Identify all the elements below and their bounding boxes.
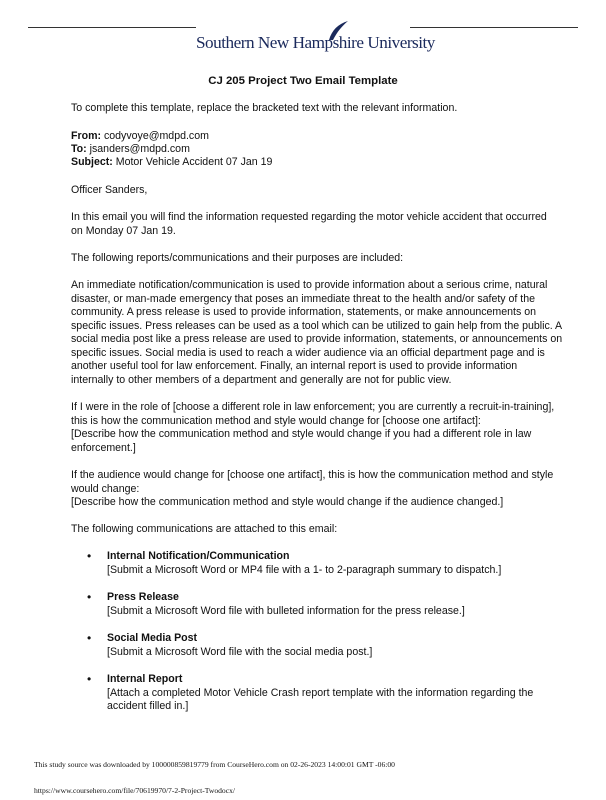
purposes-paragraph: [71, 279, 563, 387]
attachment-desc: [Submit a Microsoft Word file with bulleted information for the press release.]: [107, 604, 465, 617]
attached-intro: The following communications are attached to this email:: [71, 523, 338, 535]
header-rule-left: [28, 27, 196, 28]
university-name: Southern New Hampshire University: [196, 33, 435, 52]
audience-line: If the audience would change for [choose one artifact], this is how the communication method and style: [71, 469, 554, 481]
role-paragraph: [71, 401, 555, 455]
role-line: [Describe how the communication method and style would change if you had a different role in law: [71, 428, 532, 440]
purposes-line: community. A press release is used to provide information, statements, or make announcements on: [71, 306, 536, 318]
audience-paragraph: [71, 469, 554, 510]
email-subject-line: [71, 156, 541, 170]
attachment-desc: [Submit a Microsoft Word file with the social media post.]: [107, 645, 373, 658]
subject-value: Motor Vehicle Accident 07 Jan 19: [115, 156, 273, 168]
instructions-text: To complete this template, replace the bracketed text with the relevant information.: [71, 102, 458, 114]
attachment-item: [107, 632, 547, 659]
audience-line: would change:: [71, 482, 140, 495]
attachment-desc: accident filled in.]: [107, 700, 189, 712]
intro-line: on Monday 07 Jan 19.: [71, 224, 176, 237]
source-url[interactable]: https://www.coursehero.com/file/70619970/7-2-Project-Twodocx/: [34, 786, 236, 795]
attachment-title: Press Release: [107, 591, 179, 603]
bullet-icon: •: [87, 590, 92, 604]
attachment-title: Social Media Post: [107, 632, 198, 644]
from-value: codyvoye@mdpd.com: [103, 130, 209, 142]
snhu-swoosh-icon: [326, 20, 350, 42]
intro-paragraph: [71, 211, 547, 238]
attachment-item: [107, 673, 547, 714]
purposes-line: specific issues. Social media is used to reach a wider audience via an official department page and is: [71, 346, 545, 359]
role-line: this is how the communication method and style would change for [choose one artifact]:: [71, 414, 481, 427]
audience-line: [Describe how the communication method and style would change if the audience changed.]: [71, 496, 504, 508]
attachment-item: [107, 591, 547, 618]
purposes-line: internally to other members of a department and generally are not for public view.: [71, 373, 452, 386]
greeting: Officer Sanders,: [71, 184, 148, 196]
snhu-logo: [196, 16, 435, 60]
purposes-line: another useful tool for law enforcement. Finally, an internal report is used to provide information: [71, 360, 518, 372]
bullet-icon: •: [87, 672, 92, 686]
attachment-title: Internal Notification/Communication: [107, 550, 290, 562]
document-header: [0, 0, 606, 70]
role-line: If I were in the role of [choose a different role in law enforcement; you are currently a recruit-in-training],: [71, 401, 555, 413]
purposes-line: social media post like a press release are used to provide information, statements, or announcements on: [71, 333, 563, 345]
attachment-desc: [Submit a Microsoft Word or MP4 file with a 1- to 2-paragraph summary to dispatch.]: [107, 563, 502, 576]
attachment-desc: [Attach a completed Motor Vehicle Crash report template with the information regarding the: [107, 686, 534, 699]
to-value: jsanders@mdpd.com: [89, 143, 190, 155]
attachment-title: Internal Report: [107, 673, 183, 685]
attachment-item: [107, 550, 547, 577]
email-to-line: [71, 143, 541, 157]
purposes-line: An immediate notification/communication is used to provide information about a serious crime, natural: [71, 279, 548, 291]
from-label: From:: [71, 130, 102, 142]
bullet-icon: •: [87, 549, 92, 563]
email-from-line: [71, 130, 541, 144]
download-notice: This study source was downloaded by 100000859819779 from CourseHero.com on 02-26-2023 14:00:01 GMT -06:00: [34, 760, 395, 769]
subject-label: Subject:: [71, 156, 113, 168]
to-label: To:: [71, 143, 87, 155]
intro-line: In this email you will find the information requested regarding the motor vehicle accident that occurred: [71, 211, 547, 223]
role-line: enforcement.]: [71, 441, 136, 454]
purposes-line: disaster, or man-made emergency that poses an immediate threat to the health and/or safety of the: [71, 292, 536, 305]
header-rule-right: [410, 27, 578, 28]
reports-intro: The following reports/communications and their purposes are included:: [71, 252, 404, 264]
bullet-icon: •: [87, 631, 92, 645]
document-title: CJ 205 Project Two Email Template: [208, 75, 398, 87]
purposes-line: specific issues. Press releases can be used as a tool which can be utilized to gain help from the public. A: [71, 319, 563, 332]
